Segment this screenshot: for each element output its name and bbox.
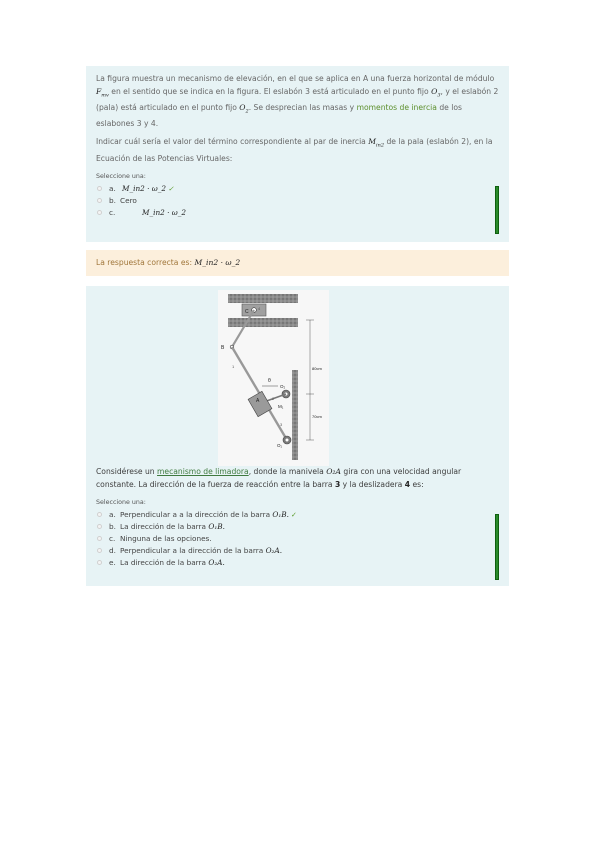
force-symbol: $F_{mv}$ [96, 86, 109, 99]
radio-dot[interactable] [97, 210, 102, 215]
question-card-1 [86, 66, 509, 242]
label-80cm: 80cm [312, 366, 322, 371]
q1-text-part: , y el eslabón 2 (pala) está articulado en el punto fijo [96, 86, 499, 112]
radio-dot[interactable] [97, 198, 102, 203]
select-label-2: Seleccione una: [96, 499, 146, 507]
q1-text-part: de los eslabones 3 y 4. [96, 102, 462, 128]
label-c: C [245, 309, 249, 315]
label-o2: O₂ [280, 384, 286, 389]
correct-indicator-bar [495, 186, 499, 234]
radio-dot[interactable] [97, 524, 102, 529]
radio-dot[interactable] [97, 560, 102, 565]
top-guide [228, 294, 298, 303]
q1-prompt-part: Indicar cuál sería el valor del término correspondiente al par de inercia [96, 137, 369, 147]
check-icon: ✓ [168, 185, 174, 194]
radio-dot[interactable] [97, 186, 102, 191]
slider-a [248, 391, 272, 416]
question-1-text [96, 73, 499, 130]
bottom-guide [228, 318, 298, 327]
option-b[interactable]: b. Cero [96, 195, 499, 207]
radio-dot[interactable] [97, 536, 102, 541]
q1-text-part: La figura muestra un mecanismo de elevación, en el que se aplica en A una fuerza horizontal de módulo [96, 74, 495, 83]
option-a[interactable]: a. Perpendicular a a la dirección de la barra O₁B. ✓ [96, 509, 499, 521]
check-icon: ✓ [290, 511, 297, 520]
label-o1: O₁ [277, 443, 283, 448]
mechanism-link[interactable]: mecanismo de limadora [157, 467, 249, 476]
correct-answer-feedback: La respuesta correcta es: M_in2 · ω_2 [86, 250, 509, 276]
radio-dot[interactable] [97, 548, 102, 553]
label-n1: 1 [232, 364, 235, 369]
label-n4: 4 [258, 306, 261, 311]
answer-math: M_in2 · ω_2 [194, 258, 241, 267]
correct-indicator-bar [495, 514, 499, 580]
highlight-term: momentos de inercia [356, 102, 437, 112]
label-n2: 2 [272, 396, 275, 401]
option-c[interactable]: c. M_in2 · ω_2 [96, 207, 499, 219]
q1-text-part: . Se desprecian las masas y [248, 102, 357, 112]
option-b[interactable]: b. La dirección de la barra O₁B. [96, 521, 499, 533]
option-e[interactable]: e. La dirección de la barra O₂A. [96, 557, 499, 569]
radio-dot[interactable] [97, 512, 102, 517]
label-theta: θ [268, 378, 271, 384]
label-70cm: 70cm [312, 414, 322, 419]
select-label: Seleccione una: [96, 173, 146, 181]
question-2-text: Considérese un mecanismo de limadora, donde la manivela O₂A gira con una velocidad angular constante. La dirección de la fuerza de reacción entre la barra 3 y la deslizadera 4 es: [96, 467, 462, 489]
question-1-prompt [96, 136, 499, 165]
label-a: A [256, 398, 260, 404]
q1-prompt-part: de la pala (eslabón 2), en la Ecuación de las Potencias Virtuales: [96, 137, 493, 163]
mechanism-figure [218, 290, 329, 466]
option-c[interactable]: c. Ninguna de las opciones. [96, 533, 499, 545]
inertia-symbol: $M_{in2}$ [368, 137, 385, 149]
o3-symbol: $O_3$ [431, 86, 441, 99]
q1-text-part: en el sentido que se indica en la figura. El eslabón 3 está articulado en el punto fijo [108, 86, 432, 96]
option-a[interactable]: a. M_in2 · ω_2 ✓ [96, 183, 499, 195]
label-b: B [221, 345, 225, 351]
label-m1: M₁ [278, 404, 284, 409]
frame-right [292, 370, 298, 460]
label-n3: 3 [280, 422, 283, 427]
option-d[interactable]: d. Perpendicular a la dirección de la barra O₂A. [96, 545, 499, 557]
o2-symbol: $O_2$ [239, 102, 249, 115]
